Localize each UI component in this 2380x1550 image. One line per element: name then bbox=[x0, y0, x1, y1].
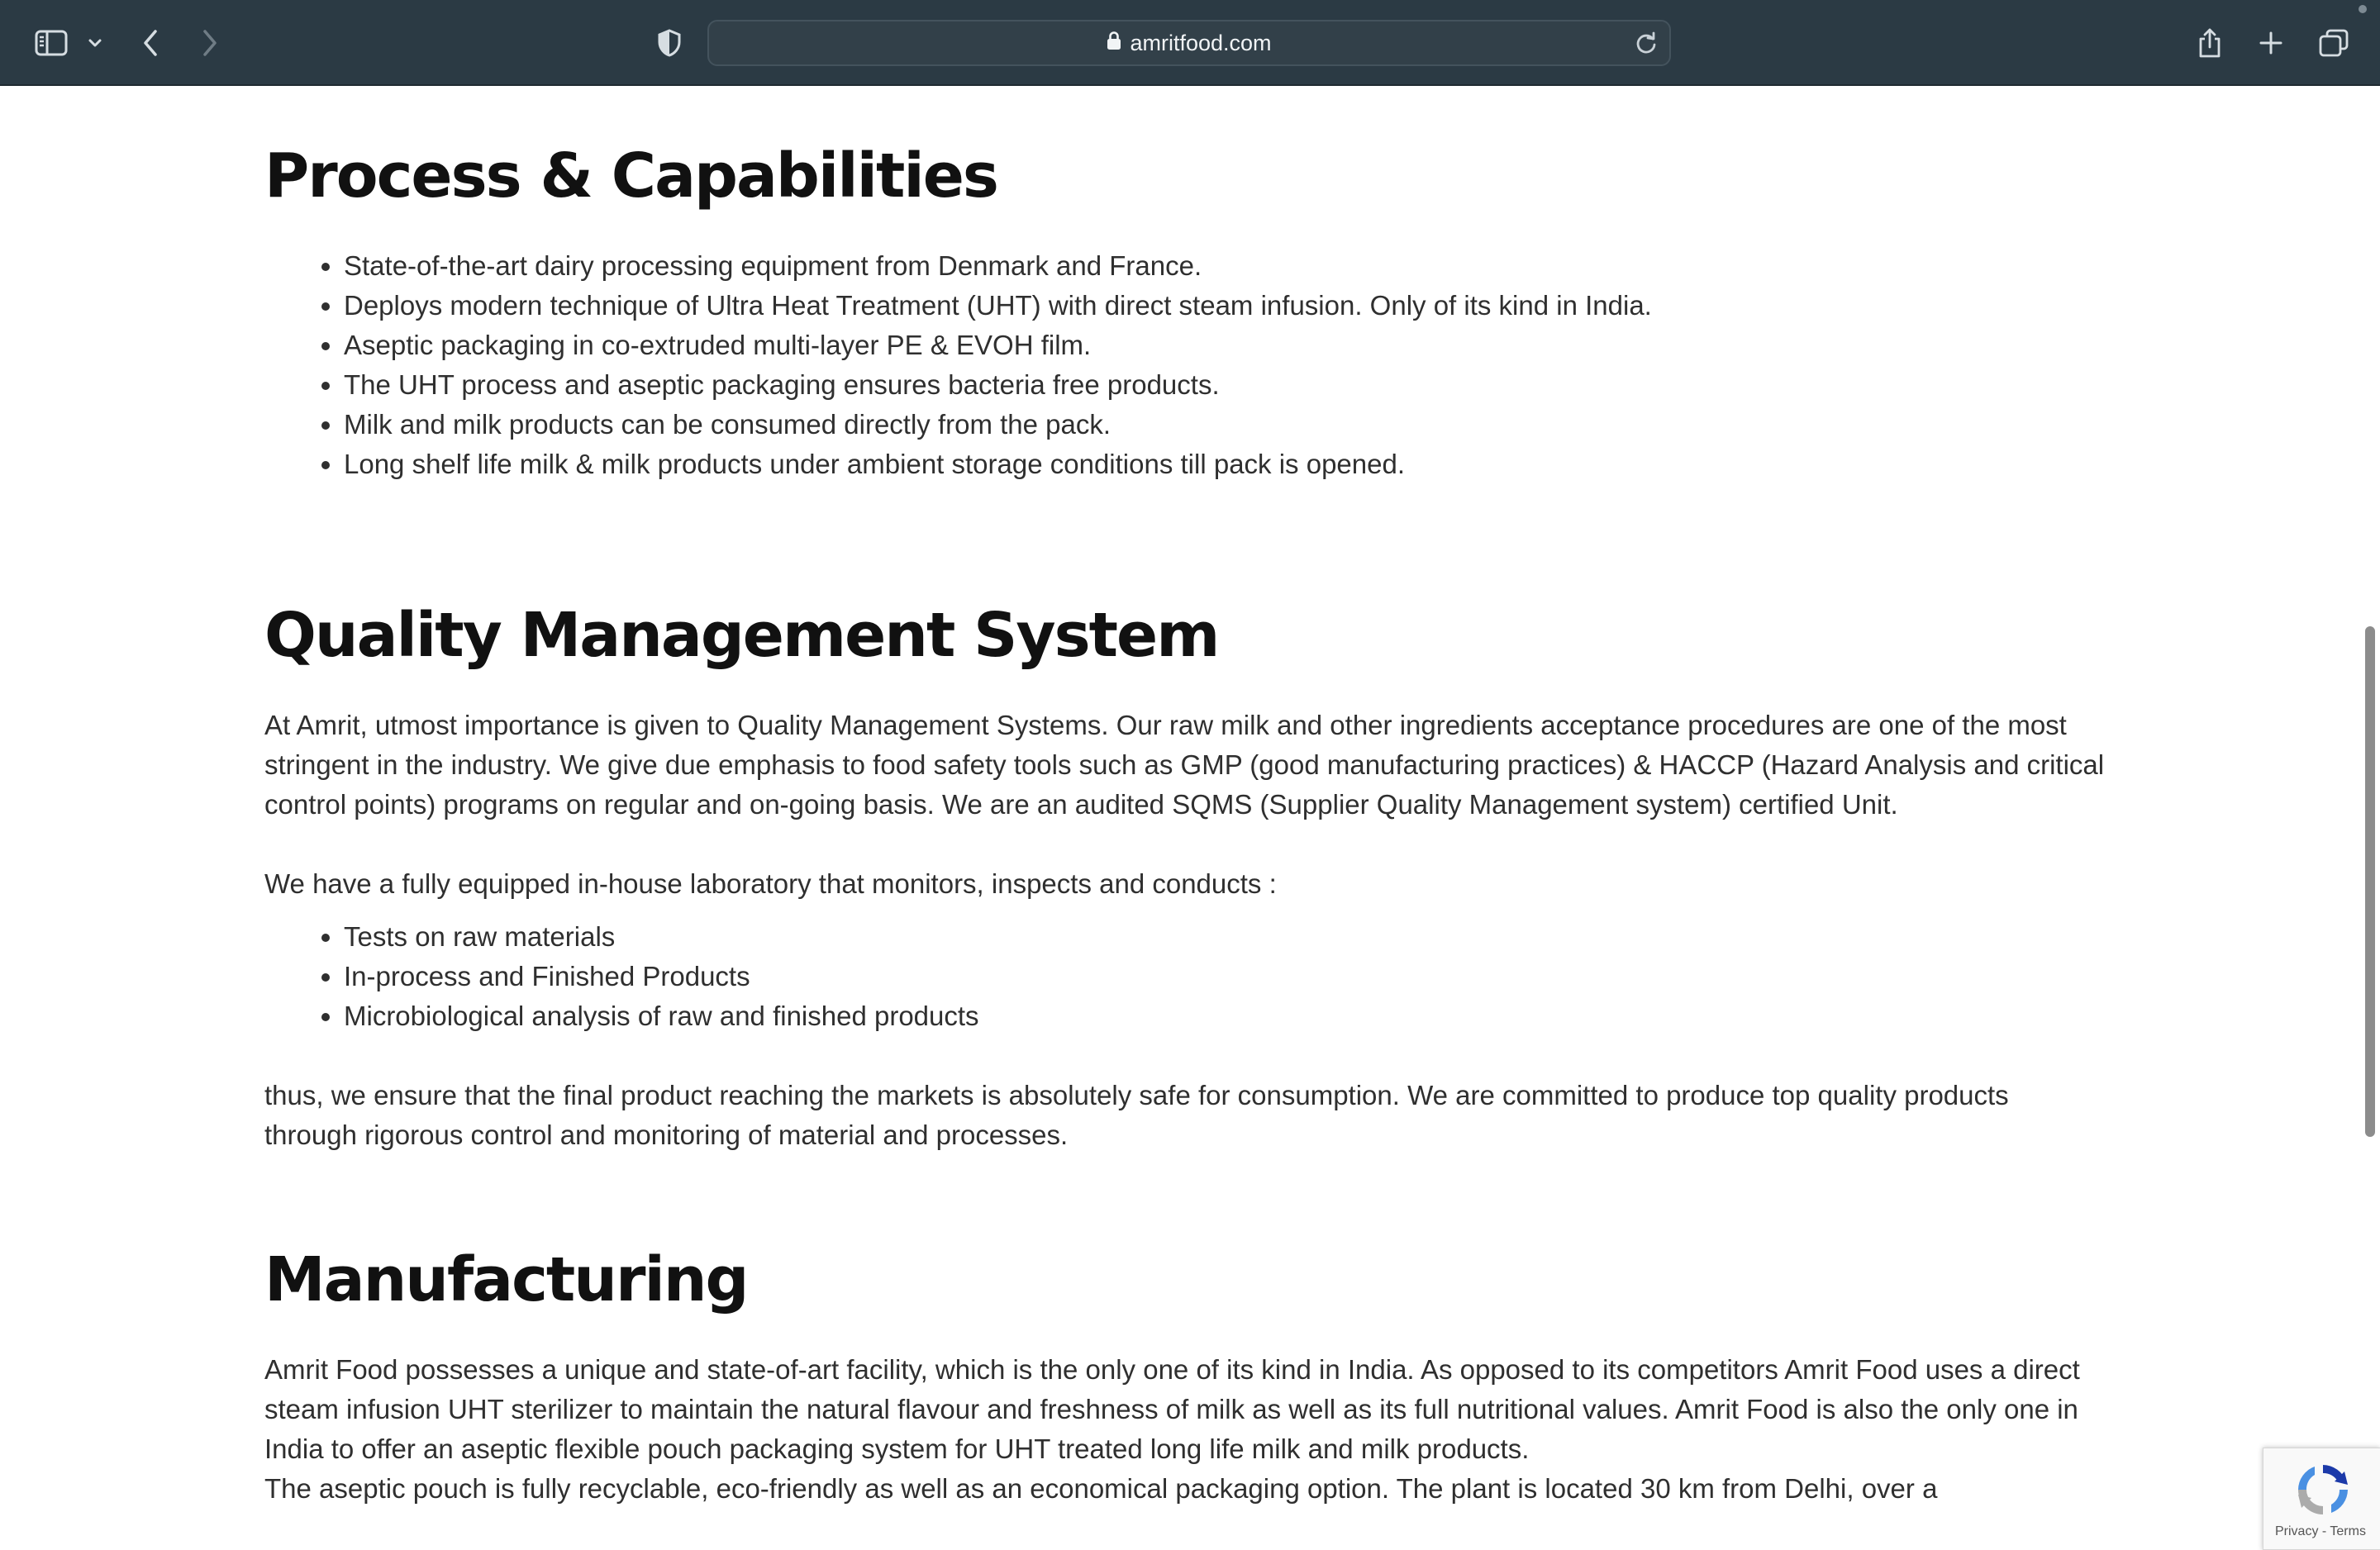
back-arrow-icon[interactable] bbox=[136, 18, 165, 68]
manufacturing-body-continued: The aseptic pouch is fully recyclable, eco-friendly as well as an economical packaging option. The plant is located 30 km from Delhi, over a bbox=[264, 1473, 1938, 1504]
quality-heading: Quality Management System bbox=[264, 600, 1219, 671]
list-item: • Aseptic packaging in co-extruded multi-layer PE & EVOH film. bbox=[344, 326, 1652, 365]
chevron-down-icon[interactable] bbox=[84, 18, 106, 68]
recaptcha-links bbox=[2275, 1524, 2366, 1539]
address-bar[interactable] bbox=[707, 20, 1671, 66]
process-heading: Process & Capabilities bbox=[264, 140, 997, 212]
manufacturing-heading: Manufacturing bbox=[264, 1244, 748, 1315]
list-item: • Deploys modern technique of Ultra Heat Treatment (UHT) with direct steam infusion. Only of its kind in India. bbox=[344, 286, 1652, 326]
manufacturing-body: Amrit Food possesses a unique and state-of-art facility, which is the only one of its kind in India. As opposed to its competitors Amrit Food uses a direct steam infusion UHT sterilizer to maintain the natural flavour and freshness of milk as well as its full nutritional values. Amrit Food is also the only one in India to offer an aseptic flexible pouch packaging system for UHT treated long life milk and milk products. bbox=[264, 1354, 2080, 1464]
list-item: • State-of-the-art dairy processing equipment from Denmark and France. bbox=[344, 246, 1652, 286]
page-viewport bbox=[0, 86, 2380, 1538]
quality-intro: At Amrit, utmost importance is given to Quality Management Systems. Our raw milk and other ingredients acceptance procedures are one of the most stringent in the industry. We give due emphasis to food safety tools such as GMP (good manufacturing practices) & HACCP (Hazard Analysis and critical control points) programs on regular and on-going basis. We are an audited SQMS (Supplier Quality Management system) certified Unit. bbox=[264, 710, 2105, 820]
sidebar-icon[interactable] bbox=[31, 18, 71, 68]
tabs-overview-icon[interactable] bbox=[2316, 18, 2352, 68]
page-scrollbar[interactable] bbox=[2365, 626, 2375, 1137]
share-icon[interactable] bbox=[2193, 18, 2226, 68]
list-item: • Long shelf life milk & milk products under ambient storage conditions till pack is opened. bbox=[344, 445, 1652, 484]
list-item: • Microbiological analysis of raw and finished products bbox=[344, 996, 979, 1036]
browser-toolbar bbox=[0, 0, 2380, 86]
plus-icon[interactable] bbox=[2254, 18, 2287, 68]
lock-icon bbox=[1107, 31, 1121, 56]
quality-closing: thus, we ensure that the final product reaching the markets is absolutely safe for consumption. We are committed to produce top quality products through rigorous control and monitoring of material and processes. bbox=[264, 1080, 2009, 1150]
privacy-link[interactable]: Privacy bbox=[2275, 1524, 2319, 1538]
url-text: amritfood.com bbox=[1130, 30, 1272, 55]
list-item: • The UHT process and aseptic packaging ensures bacteria free products. bbox=[344, 365, 1652, 405]
quality-lab-text: We have a fully equipped in-house laboratory that monitors, inspects and conducts : bbox=[264, 868, 1277, 899]
list-item: • In-process and Finished Products bbox=[344, 957, 979, 996]
terms-link[interactable]: Terms bbox=[2330, 1524, 2366, 1538]
forward-arrow-icon[interactable] bbox=[195, 18, 225, 68]
link-separator: - bbox=[2318, 1524, 2330, 1538]
recaptcha-badge[interactable] bbox=[2263, 1448, 2380, 1550]
list-item: • Tests on raw materials bbox=[344, 917, 979, 957]
process-list bbox=[264, 246, 1652, 484]
recaptcha-icon bbox=[2293, 1460, 2353, 1524]
shield-icon[interactable] bbox=[653, 18, 686, 68]
list-item: • Milk and milk products can be consumed directly from the pack. bbox=[344, 405, 1652, 445]
quality-list bbox=[264, 917, 979, 1036]
status-dot bbox=[2359, 5, 2367, 13]
reload-icon[interactable] bbox=[1635, 31, 1658, 59]
